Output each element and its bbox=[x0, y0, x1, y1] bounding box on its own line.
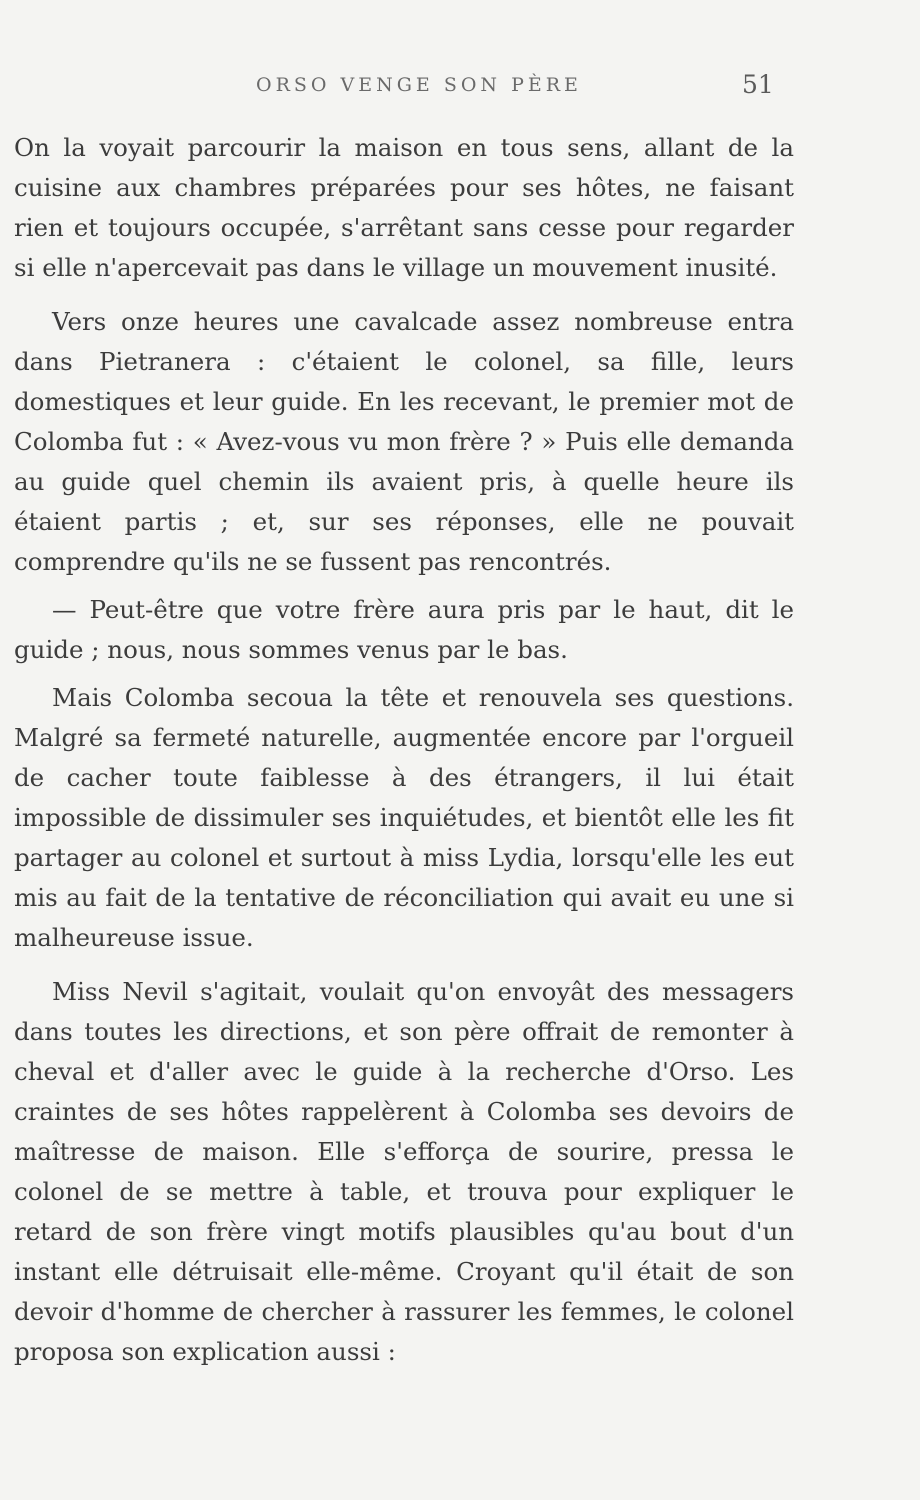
running-title: ORSO VENGE SON PÈRE bbox=[256, 74, 582, 96]
page-number: 51 bbox=[742, 70, 774, 99]
body-text bbox=[14, 128, 794, 1380]
paragraph-3: — Peut-être que votre frère aura pris par le haut, dit le guide ; nous, nous sommes venus par le bas. bbox=[14, 595, 794, 664]
paragraph-5: Miss Nevil s'agitait, voulait qu'on envoyât des messagers dans toutes les directions, et son père offrait de remonter à cheval et d'aller avec le guide à la recherche d'Orso. Les craintes de ses hôtes rappelèrent à Colomba ses devoirs de maîtresse de maison. Elle s'efforça de sourire, pressa le colonel de se mettre à table, et trouva pour expliquer le retard de son frère vingt motifs plausibles qu'au bout d'un instant elle détruisait elle-même. Croyant qu'il était de son devoir d'homme de chercher à rassurer les femmes, le colonel proposa son explication aussi : bbox=[14, 977, 794, 1366]
running-head bbox=[0, 70, 920, 104]
paragraph-4: Mais Colomba secoua la tête et renouvela ses questions. Malgré sa fermeté naturelle, augmentée encore par l'orgueil de cacher toute faiblesse à des étrangers, il lui était impossible de dissimuler ses inquiétudes, et bientôt elle les fit partager au colonel et surtout à miss Lydia, lorsqu'elle les eut mis au fait de la tentative de réconciliation qui avait eu une si malheureuse issue. bbox=[14, 683, 794, 952]
paragraph-2: Vers onze heures une cavalcade assez nombreuse entra dans Pietranera : c'étaient le colonel, sa fille, leurs domestiques et leur guide. En les recevant, le premier mot de Colomba fut : « Avez-vous vu mon frère ? » Puis elle demanda au guide quel chemin ils avaient pris, à quelle heure ils étaient partis ; et, sur ses réponses, elle ne pouvait comprendre qu'ils ne se fussent pas rencontrés. bbox=[14, 307, 794, 576]
paragraph-1: On la voyait parcourir la maison en tous sens, allant de la cuisine aux chambres préparées pour ses hôtes, ne faisant rien et toujours occupée, s'arrêtant sans cesse pour regarder si elle n'apercevait pas dans le village un mouvement inusité. bbox=[14, 133, 794, 282]
